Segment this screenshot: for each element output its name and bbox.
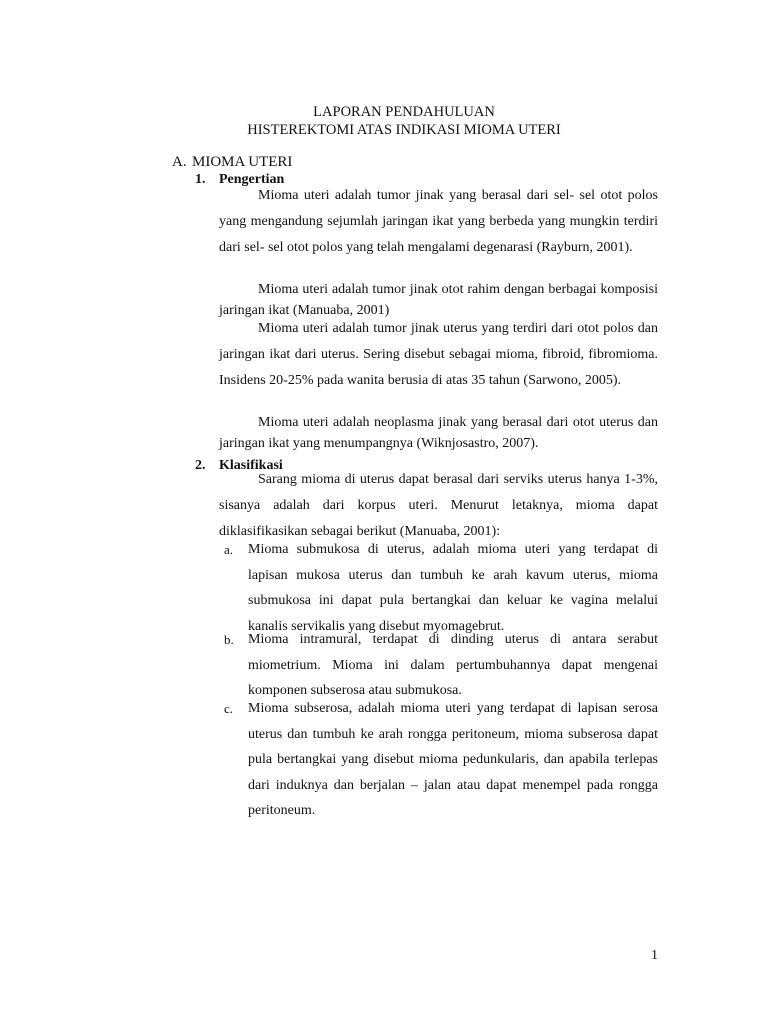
paragraph-2: Mioma uteri adalah tumor jinak otot rahim dengan berbagai komposisi jaringan ikat (Manuaba, 2001) <box>219 282 658 318</box>
list-item-text: Mioma subserosa, adalah mioma uteri yang terdapat di lapisan serosa uterus dan tumbuh ke arah rongga peritoneum, mioma subserosa dapat pula bertangkai yang disebut mioma pedunkularis, dan apabila terlepas dari induknya dan berjalan – jalan atau dapat menempel pada rongga peritoneum. <box>248 701 658 818</box>
paragraph-3: Mioma uteri adalah tumor jinak uterus yang terdiri dari otot polos dan jaringan ikat dari uterus. Sering disebut sebagai mioma, fibroid, fibromioma. Insidens 20-25% pada wanita berusia di atas 35 tahun (Sarwono, 2005). <box>219 321 658 388</box>
subsection-title: Pengertian <box>219 172 285 187</box>
subsection-number: 2. <box>195 458 206 473</box>
section-heading-a <box>172 154 292 171</box>
section-title: MIOMA UTERI <box>192 154 293 170</box>
document-title: LAPORAN PENDAHULUAN <box>313 104 495 120</box>
list-item-letter: b. <box>224 632 234 647</box>
section-letter: A. <box>172 154 187 170</box>
paragraph-1: Mioma uteri adalah tumor jinak yang berasal dari sel- sel otot polos yang mengandung sejumlah jaringan ikat yang berbeda yang mungkin terdiri dari sel- sel otot polos yang telah mengalami degenarasi (Rayburn, 2001). <box>219 188 658 255</box>
list-item-text: Mioma submukosa di uterus, adalah mioma uteri yang terdapat di lapisan mukosa uterus dan tumbuh ke arah kavum uterus, mioma submukosa ini dapat pula bertangkai dan keluar ke vagina melalui kanalis servikalis yang disebut myomagebrut. <box>248 542 658 634</box>
subsection-number: 1. <box>195 172 206 187</box>
subsection-title: Klasifikasi <box>219 458 283 473</box>
list-item-text: Mioma intramural, terdapat di dinding uterus di antara serabut miometrium. Mioma ini dalam pertumbuhannya dapat mengenai komponen subserosa atau submukosa. <box>248 632 658 698</box>
paragraph-4: Mioma uteri adalah neoplasma jinak yang berasal dari otot uterus dan jaringan ikat yang menumpangnya (Wiknjosastro, 2007). <box>219 415 658 451</box>
paragraph-5: Sarang mioma di uterus dapat berasal dari serviks uterus hanya 1-3%, sisanya adalah dari korpus uteri. Menurut letaknya, mioma dapat diklasifikasikan sebagai berikut (Manuaba, 2001): <box>219 472 658 539</box>
list-item-letter: c. <box>224 701 234 716</box>
page-number: 1 <box>651 948 658 963</box>
document-subtitle: HISTEREKTOMI ATAS INDIKASI MIOMA UTERI <box>247 122 561 138</box>
list-item-letter: a. <box>224 542 234 557</box>
